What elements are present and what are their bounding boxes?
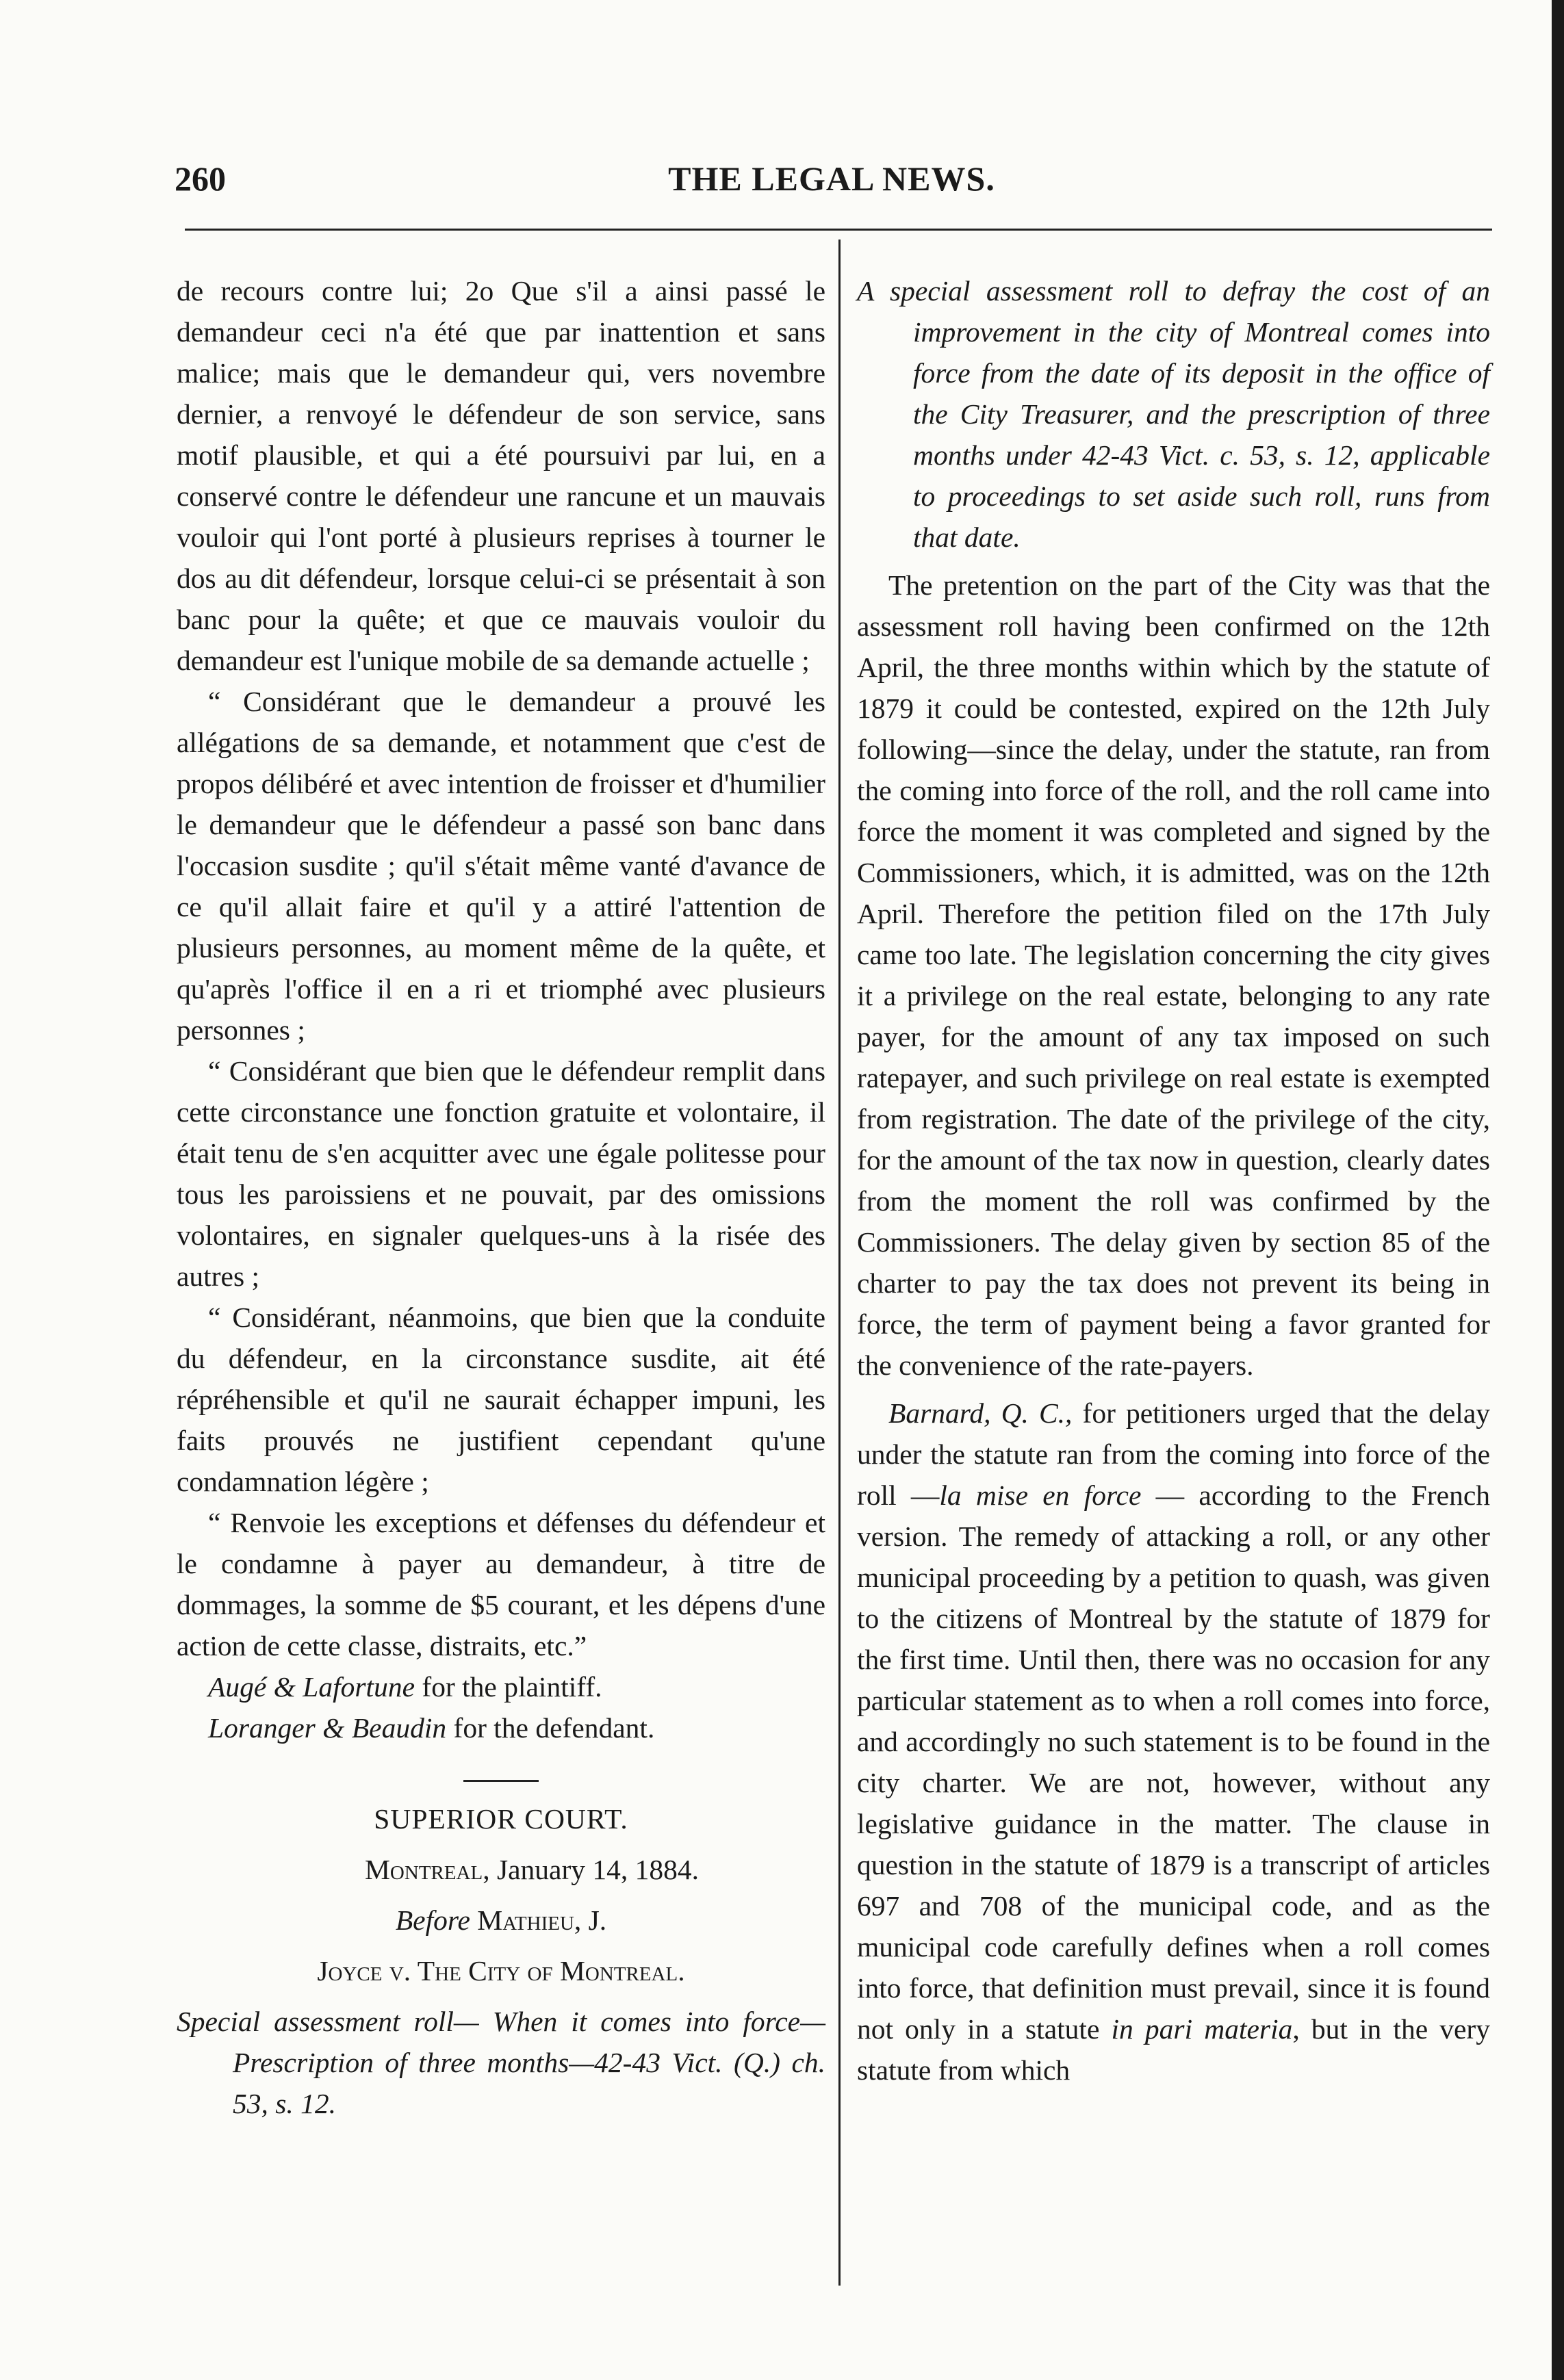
before-label: Before bbox=[395, 1904, 470, 1936]
right-paragraph-2-a: for petitioners urged that the delay under the statute ran from the coming into force of the roll — bbox=[857, 1397, 1490, 1511]
case-title: Joyce v. The City of Montreal. bbox=[317, 1955, 685, 1987]
column-divider bbox=[838, 240, 841, 2286]
court-judge-line bbox=[177, 1900, 825, 1941]
right-paragraph-2-b: — according to the French version. The remedy of attacking a roll, or any other municipal proceeding by a petition to quash, was given to the citizens of Montreal by the statute of 1879 for the first time. Until then, there was no occasion for any particular statement as to when a roll comes into force, and accordingly no such statement is to be found in the city charter. We are not, however, without any legislative guidance in the matter. The clause in question in the statute of 1879 is a transcript of articles 697 and 708 of the municipal code, and as the municipal code carefully defines when a roll comes into force, that definition must prevail, since it is found not only in a statute bbox=[857, 1479, 1491, 2045]
counsel-plaintiff-names: Augé & Lafortune bbox=[208, 1671, 415, 1703]
page-number: 260 bbox=[175, 159, 226, 198]
court-heading: SUPERIOR COURT. bbox=[374, 1803, 628, 1835]
left-paragraph-5: “ Renvoie les exceptions et défenses du défendeur et le condamne à payer au demandeur, à titre de dommages, la somme de $5 courant, et les dépens d'une action de cette classe, distraits, etc.” bbox=[177, 1507, 825, 1661]
counsel-defendant bbox=[177, 1707, 825, 1748]
counsel-defendant-names: Loranger & Beaudin bbox=[208, 1712, 447, 1744]
counsel-name: Barnard, Q. C., bbox=[888, 1397, 1073, 1429]
court-date: January 14, 1884. bbox=[489, 1854, 700, 1885]
counsel-defendant-role: for the defendant. bbox=[446, 1712, 655, 1744]
right-column bbox=[857, 270, 1490, 2091]
syllabus: A special assessment roll to defray the cost of an improvement in the city of Montreal comes into force from the date of its deposit in the office of the City Treasurer, and the prescription of three months under 42-43 Vict. c. 53, s. 12, applicable to proceedings to set aside such roll, runs from that date. bbox=[857, 275, 1490, 553]
right-paragraph-1: The pretention on the part of the City was that the assessment roll having been confirmed on the 12th April, the three months within which by the statute of 1879 it could be contested, expired on the 12th July following—since the delay, under the statute, ran from the coming into force of the roll, and the roll came into force the moment it was completed and signed by the Commissioners, which, it is admitted, was on the 12th April. Therefore the petition filed on the 17th July came too late. The legislation concerning the city gives it a privilege on the real estate, belonging to any rate payer, for the amount of any tax imposed on such ratepayer, and such privilege on real estate is exempted from registration. The date of the privilege of the city, for the amount of the tax now in question, clearly dates from the moment the roll was confirmed by the Commissioners. The delay given by section 85 of the charter to pay the tax does not prevent its being in force, the term of payment being a favor granted for the convenience of the rate-payers. bbox=[857, 569, 1490, 1381]
court-place: Montreal, bbox=[364, 1854, 490, 1885]
left-paragraph-3: “ Considérant que bien que le défendeur remplit dans cette circonstance une fonction gratuite et volontaire, il était tenu de s'en acquitter avec une égale politesse pour tous les paroissiens et ne pouvait, par des omissions volontaires, en signaler quelques-uns à la risée des autres ; bbox=[177, 1055, 825, 1292]
counsel-plaintiff bbox=[177, 1666, 825, 1707]
left-paragraph-4: “ Considérant, néanmoins, que bien que la conduite du défendeur, en la circonstance susdite, ait été répréhensible et qu'il ne saurait échapper impuni, les faits prouvés ne justifient cependant qu'une condamnation légère ; bbox=[177, 1302, 825, 1497]
section-rule bbox=[463, 1780, 539, 1782]
judge-name: Mathieu, J. bbox=[470, 1904, 607, 1936]
latin-phrase: in pari materia bbox=[1111, 2013, 1293, 2045]
left-paragraph-1: de recours contre lui; 2o Que s'il a ainsi passé le demandeur ceci n'a été que par inattention et sans malice; mais que le demandeur qui, vers novembre dernier, a renvoyé le défendeur de son service, sans motif plausible, et qui a été poursuivi par lui, en a conservé contre le défendeur une rancune et un mauvais vouloir qui l'ont porté à plusieurs reprises à tourner le dos au dit défendeur, lorsque celui-ci se présentait à son banc pour la quête; et que ce mauvais vouloir du demandeur est l'unique mobile de sa demande actuelle ; bbox=[177, 275, 825, 676]
page-header bbox=[175, 159, 1489, 214]
left-column bbox=[177, 270, 825, 2124]
case-headnote: Special assessment roll— When it comes into force—Prescription of three months—42-43 Vict. (Q.) ch. 53, s. 12. bbox=[177, 2006, 825, 2119]
running-head: THE LEGAL NEWS. bbox=[668, 159, 995, 198]
court-dateline bbox=[177, 1849, 825, 1890]
header-rule bbox=[185, 229, 1492, 231]
right-paragraph-2-c: , but in the very statute from which bbox=[857, 2013, 1491, 2086]
page-edge-shadow bbox=[1552, 0, 1564, 2380]
left-paragraph-2: “ Considérant que le demandeur a prouvé les allégations de sa demande, et notamment que c'est de propos délibéré et avec intention de froisser et d'humilier le demandeur que le défendeur a passé son banc dans l'occasion susdite ; qu'il s'était même vanté d'avance de ce qu'il allait faire et qu'il y a attiré l'attention de plusieurs personnes, au moment même de la quête, et qu'après l'office il en a ri et triomphé avec plusieurs personnes ; bbox=[177, 686, 825, 1046]
french-phrase: la mise en force bbox=[939, 1479, 1142, 1511]
right-paragraph-2 bbox=[857, 1393, 1490, 2091]
counsel-plaintiff-role: for the plaintiff. bbox=[415, 1671, 602, 1703]
